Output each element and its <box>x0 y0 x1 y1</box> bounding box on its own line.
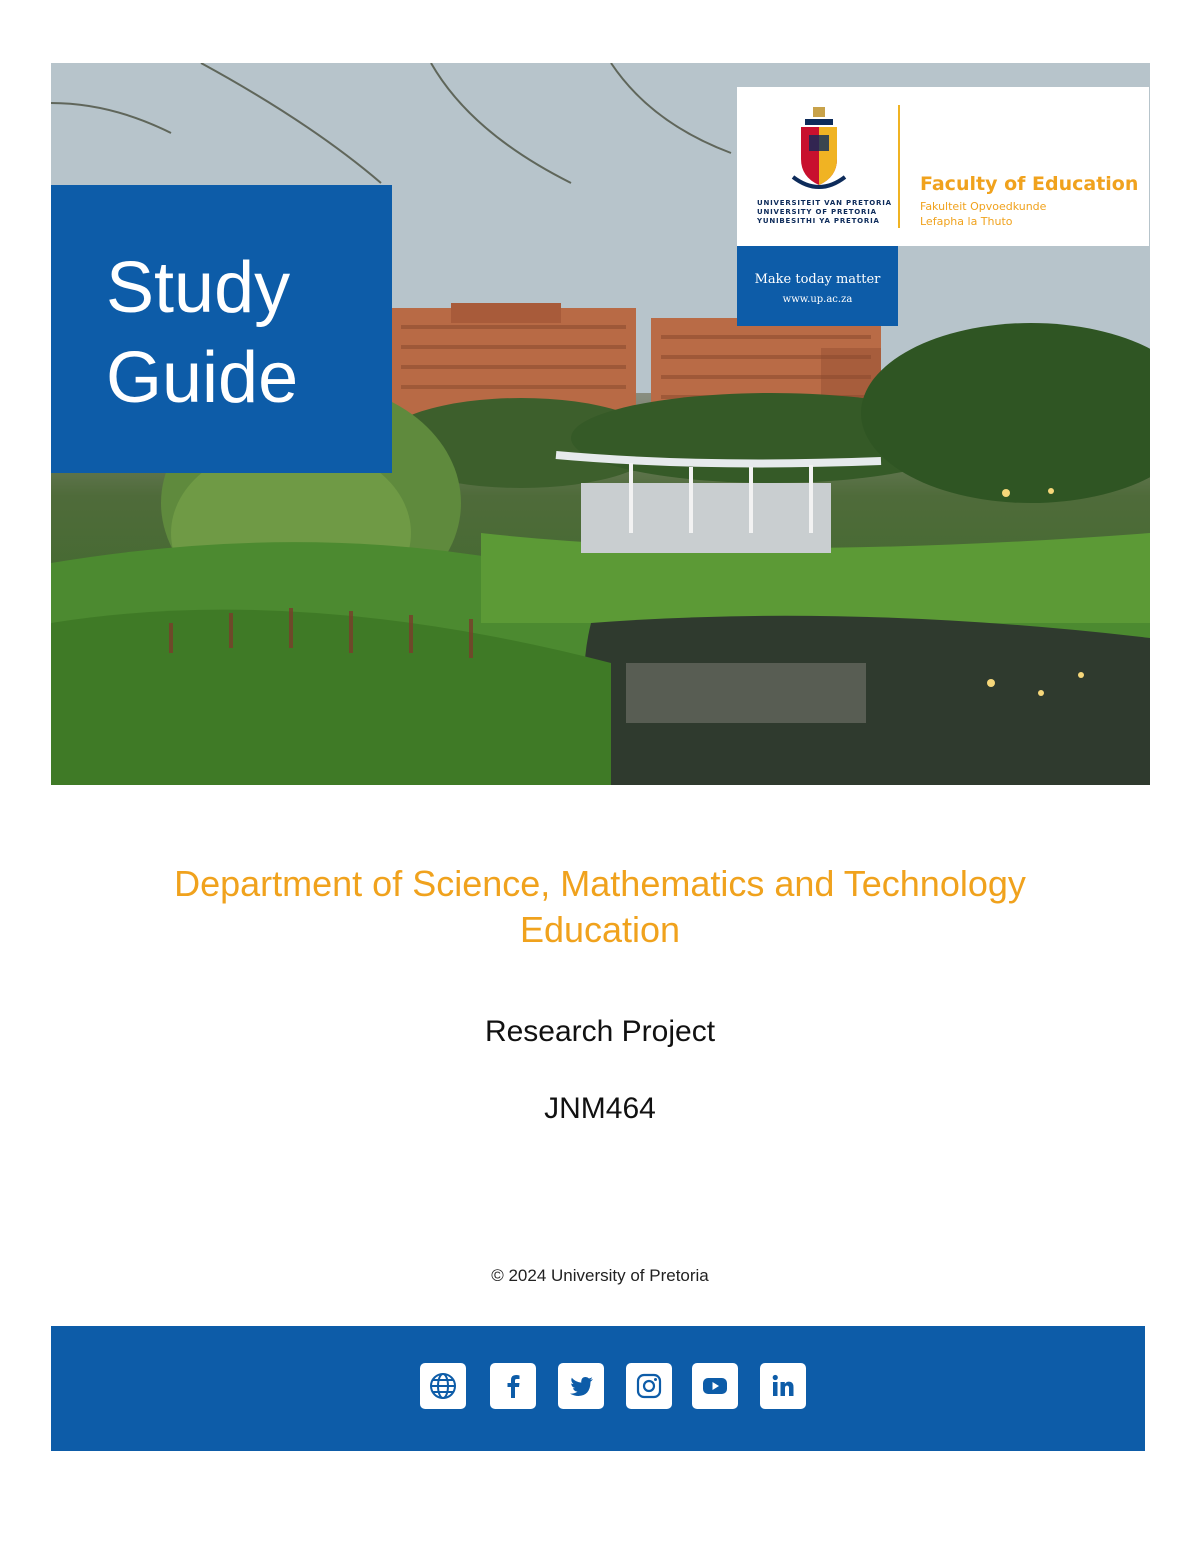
university-names <box>757 199 897 226</box>
youtube-icon[interactable] <box>692 1363 738 1409</box>
twitter-icon[interactable] <box>558 1363 604 1409</box>
faculty-name: Faculty of Education <box>920 173 1139 195</box>
course-code: JNM464 <box>544 1092 656 1125</box>
cover-title: Study Guide <box>106 248 299 418</box>
faculty-name-afrikaans: Fakulteit Opvoedkunde <box>920 200 1047 213</box>
instagram-icon[interactable] <box>626 1363 672 1409</box>
facebook-icon[interactable] <box>490 1363 536 1409</box>
university-crest-icon <box>787 105 851 195</box>
linkedin-icon[interactable] <box>760 1363 806 1409</box>
department-name: Department of Science, Mathematics and Technology Education <box>174 863 1026 950</box>
university-name-english: UNIVERSITY OF PRETORIA <box>757 208 877 216</box>
copyright-notice: © 2024 University of Pretoria <box>491 1266 709 1285</box>
logo-divider <box>898 105 900 228</box>
university-name-afrikaans: UNIVERSITEIT VAN PRETORIA <box>757 199 892 207</box>
course-title: Research Project <box>484 1015 716 1048</box>
footer-bar <box>51 1326 1145 1451</box>
faculty-name-sepedi: Lefapha la Thuto <box>920 215 1013 228</box>
university-logo-panel <box>737 87 1149 246</box>
website-link[interactable]: www.up.ac.za <box>782 294 853 305</box>
study-guide-box <box>51 185 392 473</box>
tagline: Make today matter <box>754 272 881 287</box>
university-name-sepedi: YUNIBESITHI YA PRETORIA <box>757 217 880 225</box>
tagline-box <box>737 246 898 326</box>
globe-icon[interactable] <box>420 1363 466 1409</box>
